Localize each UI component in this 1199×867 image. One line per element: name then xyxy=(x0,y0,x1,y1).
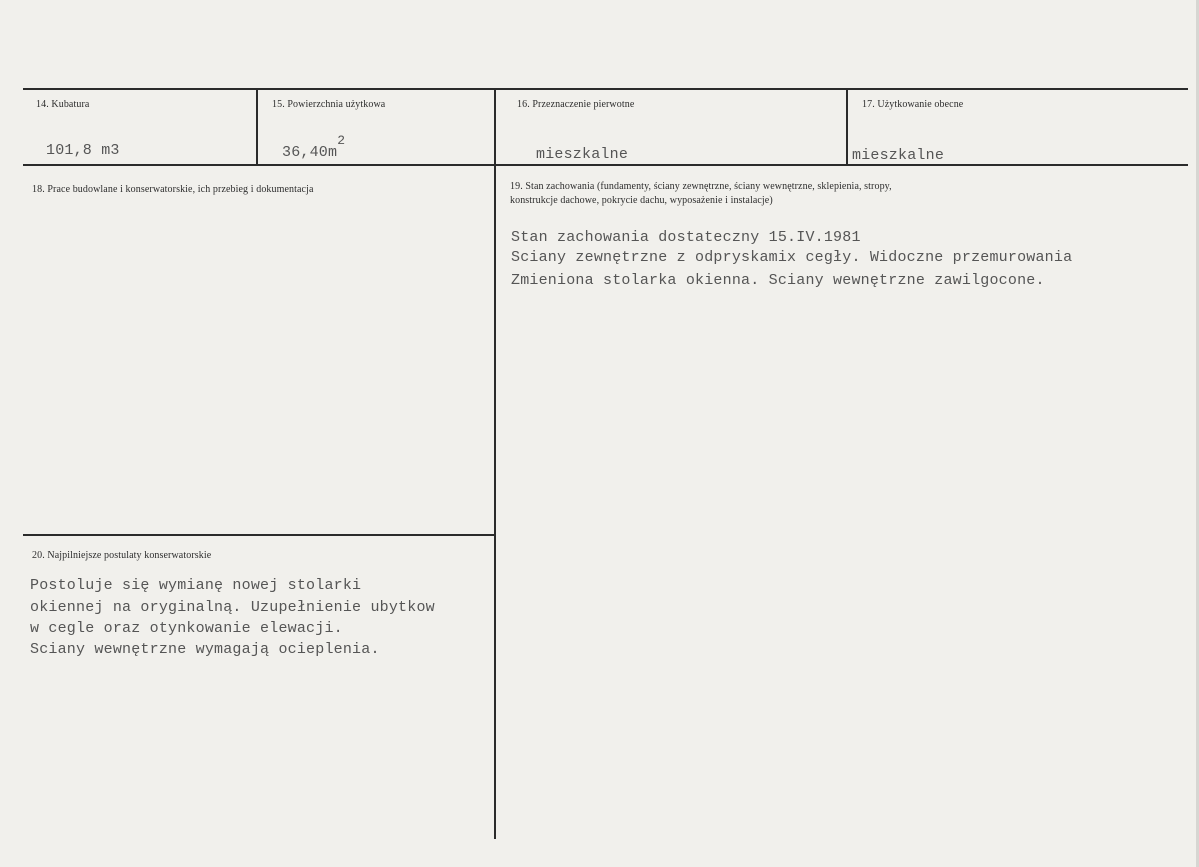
postulaty-line-2: okiennej na oryginalną. Uzupełnienie ubytkow xyxy=(30,599,435,616)
postulaty-line-4: Sciany wewnętrzne wymagają ocieplenia. xyxy=(30,641,380,658)
przeznaczenie-label: 16. Przeznaczenie pierwotne xyxy=(517,99,635,110)
kubatura-value: 101,8 m3 xyxy=(46,142,120,159)
stan-zachowania-label-2: konstrukcje dachowe, pokrycie dachu, wyposażenie i instalacje) xyxy=(510,195,773,206)
stan-zachowania-line-2: Sciany zewnętrzne z odpryskamix cegły. Widoczne przemurowania xyxy=(511,249,1073,266)
uzytkowanie-value: mieszkalne xyxy=(852,147,945,164)
postulaty-label: 20. Najpilniejsze postulaty konserwatorskie xyxy=(32,550,212,561)
stan-zachowania-line-3: Zmieniona stolarka okienna. Sciany wewnętrzne zawilgocone. xyxy=(511,272,1045,289)
stan-zachowania-line-1: Stan zachowania dostateczny 15.IV.1981 xyxy=(511,229,861,246)
section-20-top-rule xyxy=(23,534,494,536)
postulaty-line-1: Postoluje się wymianę nowej stolarki xyxy=(30,577,362,594)
powierzchnia-value: 36,40m xyxy=(282,144,338,161)
top-rule xyxy=(23,88,1188,90)
stan-zachowania-label-1: 19. Stan zachowania (fundamenty, ściany zewnętrzne, ściany wewnętrzne, sklepienia, stropy, xyxy=(510,181,892,192)
postulaty-line-3: w cegle oraz otynkowanie elewacji. xyxy=(30,620,343,637)
przeznaczenie-value: mieszkalne xyxy=(536,146,629,163)
prace-budowlane-label: 18. Prace budowlane i konserwatorskie, ich przebieg i dokumentacja xyxy=(32,184,314,195)
powierzchnia-label: 15. Powierzchnia użytkowa xyxy=(272,99,386,110)
main-vertical-divider xyxy=(494,89,496,839)
kubatura-label: 14. Kubatura xyxy=(36,99,90,110)
powierzchnia-value-block xyxy=(282,133,346,163)
divider-16-17 xyxy=(846,89,848,165)
divider-14-15 xyxy=(256,89,258,165)
uzytkowanie-label: 17. Użytkowanie obecne xyxy=(862,99,964,110)
powierzchnia-unit-exponent: 2 xyxy=(337,133,346,148)
